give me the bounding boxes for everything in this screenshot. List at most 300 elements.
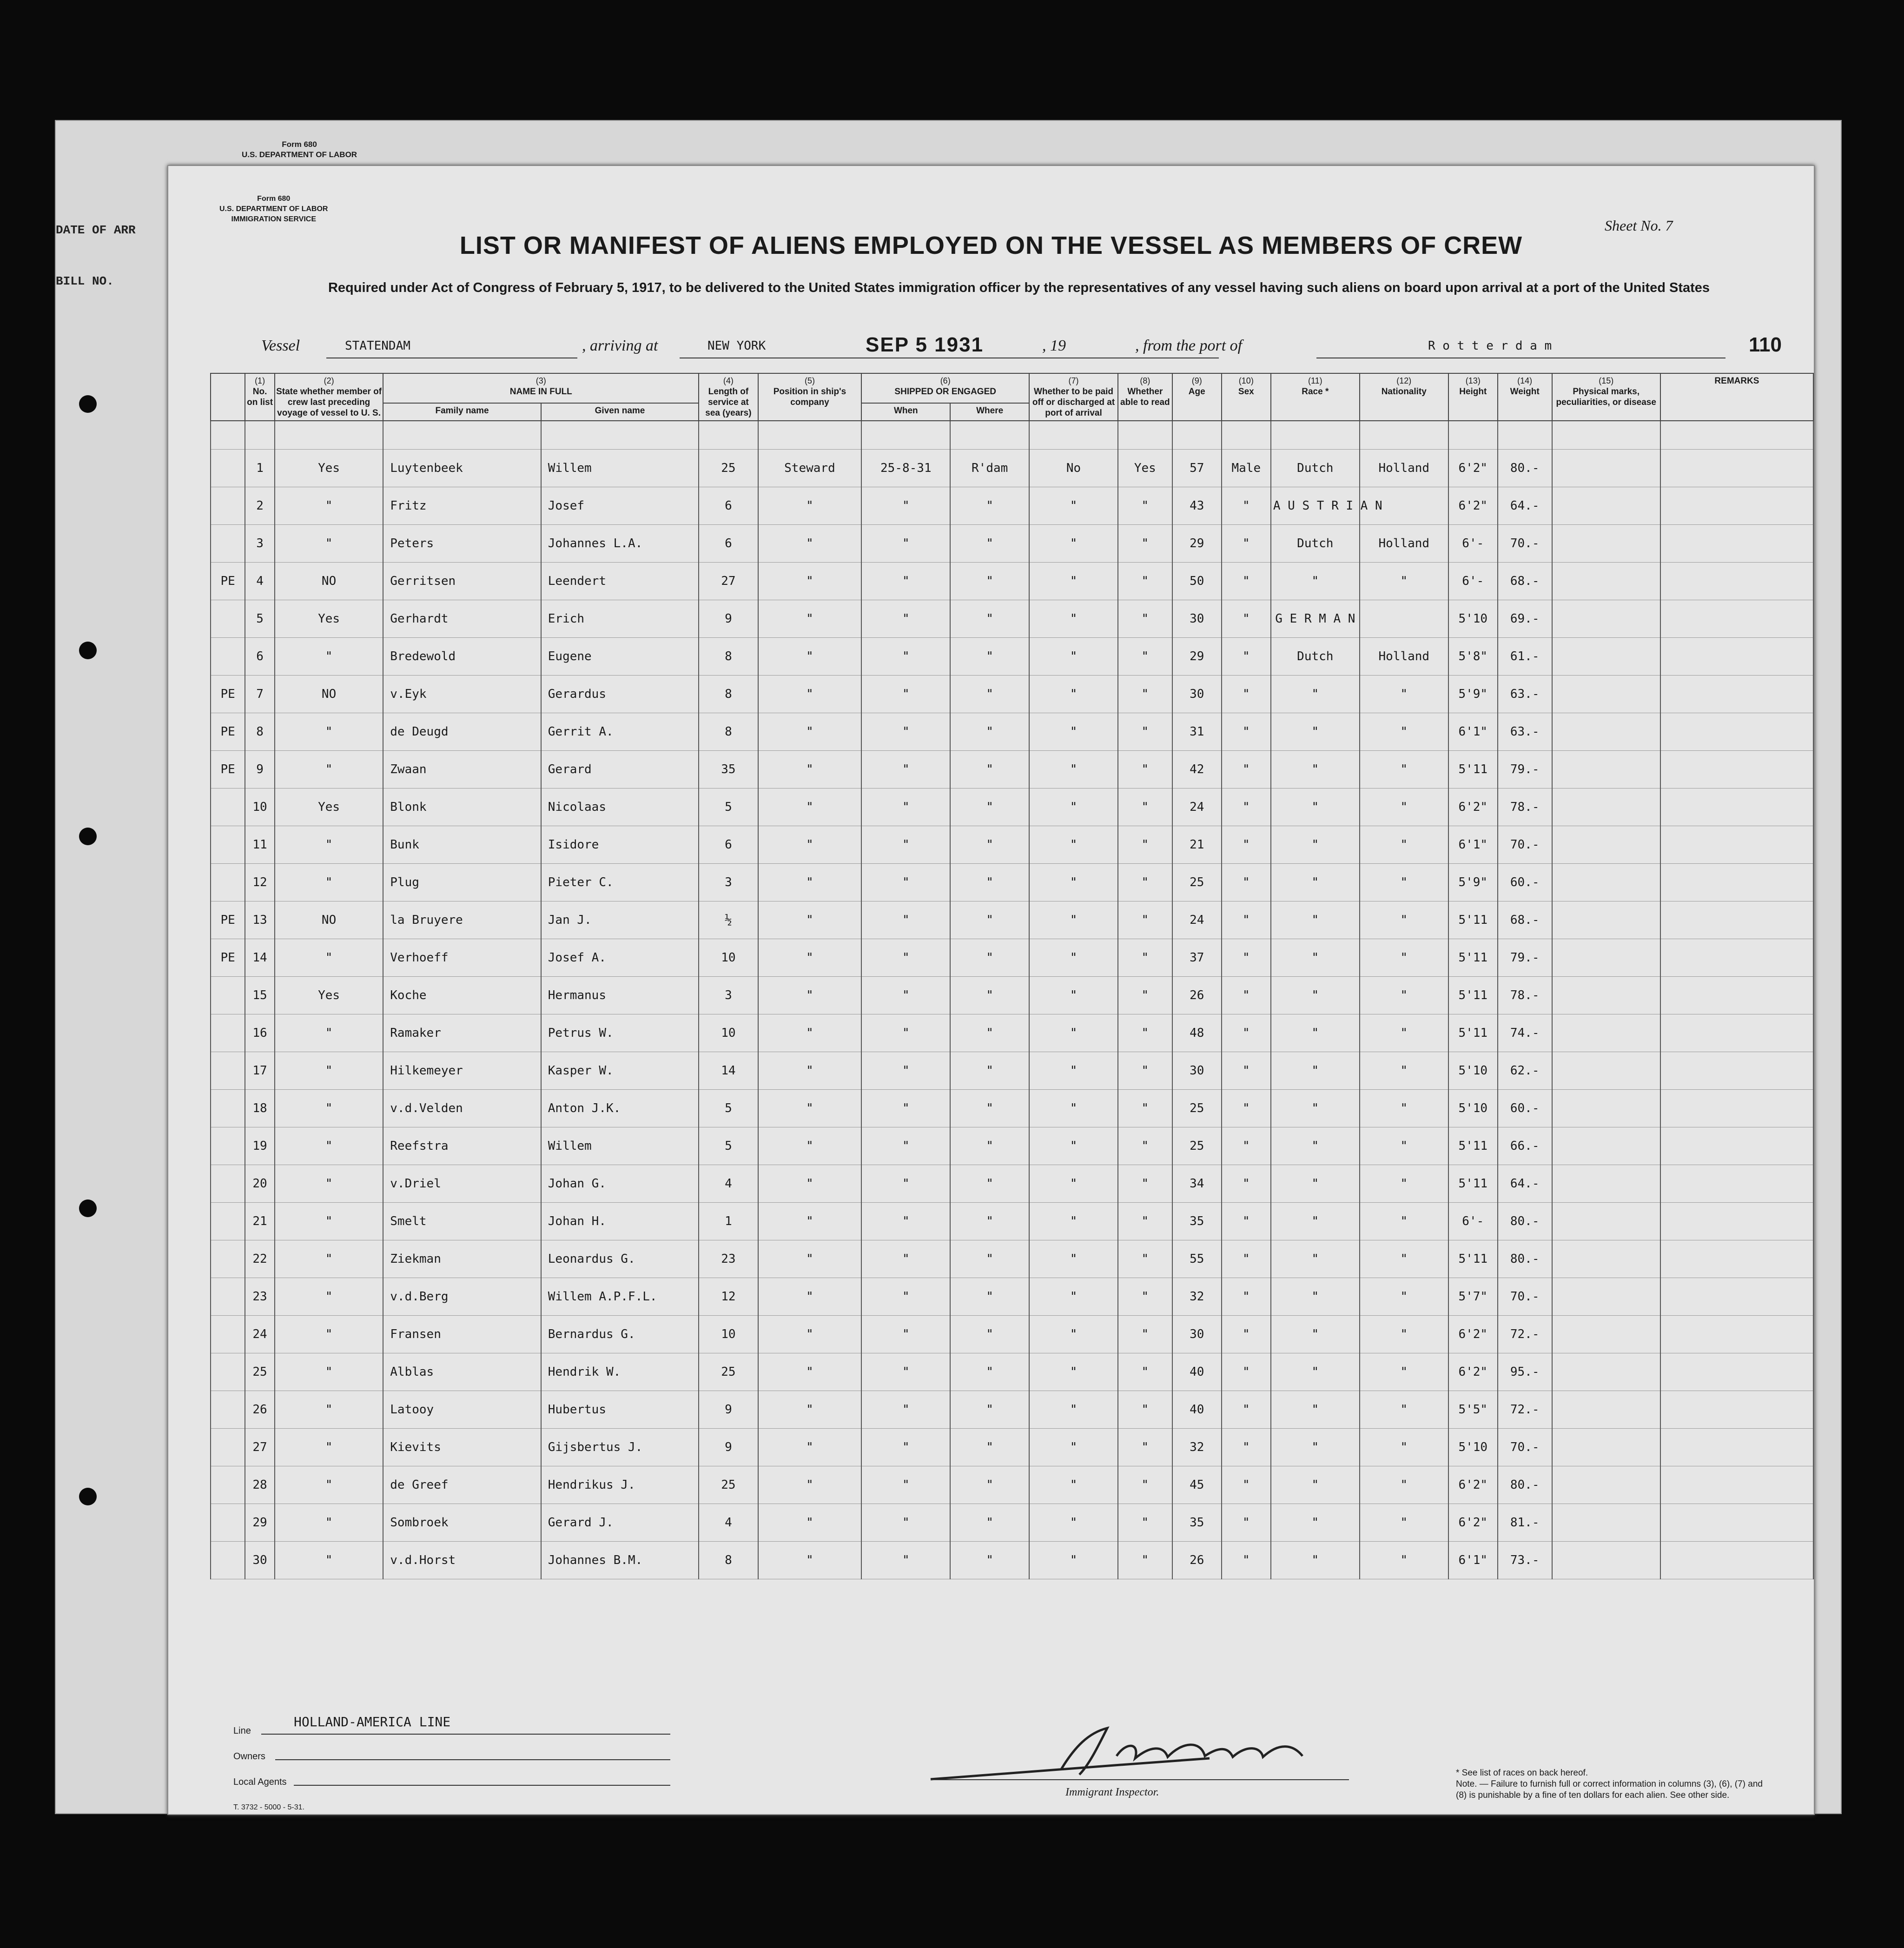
physical-marks-cell — [1552, 563, 1660, 600]
paid-off-cell: " — [1029, 1353, 1118, 1391]
weight-cell: 78.- — [1498, 788, 1552, 826]
row-number-cell: 20 — [245, 1165, 275, 1203]
row-number-cell: 2 — [245, 487, 275, 525]
given-name-cell: Willem A.P.F.L. — [541, 1278, 699, 1316]
shipped-where-cell: " — [950, 1052, 1029, 1090]
age-cell: 37 — [1172, 939, 1222, 977]
shipped-when-cell: " — [861, 1052, 950, 1090]
age-cell: 21 — [1172, 826, 1222, 864]
row-mark-cell: PE — [211, 901, 245, 939]
given-name-cell: Hubertus — [541, 1391, 699, 1429]
physical-marks-cell — [1552, 1090, 1660, 1127]
position-cell: " — [758, 1014, 862, 1052]
shipped-when-cell: " — [861, 1278, 950, 1316]
given-name-cell: Pieter C. — [541, 864, 699, 901]
remarks-cell — [1660, 638, 1813, 676]
sex-cell: " — [1222, 1316, 1271, 1353]
race-cell: " — [1271, 751, 1360, 788]
table-row — [211, 977, 1813, 1014]
given-name-cell: Johannes B.M. — [541, 1542, 699, 1579]
height-cell: 6'2" — [1448, 1466, 1498, 1504]
remarks-cell — [1660, 1090, 1813, 1127]
physical-marks-cell — [1552, 525, 1660, 563]
remarks-cell — [1660, 1542, 1813, 1579]
nationality-cell: Holland — [1360, 525, 1448, 563]
paid-off-cell: " — [1029, 1014, 1118, 1052]
weight-cell: 70.- — [1498, 525, 1552, 563]
age-cell: 32 — [1172, 1429, 1222, 1466]
row-mark-cell — [211, 1353, 245, 1391]
race-cell: " — [1271, 713, 1360, 751]
shipped-where-cell: " — [950, 977, 1029, 1014]
departure-port: R o t t e r d a m — [1428, 339, 1552, 353]
nationality-cell: " — [1360, 563, 1448, 600]
given-name-cell: Johannes L.A. — [541, 525, 699, 563]
previous-voyage-cell: " — [275, 638, 383, 676]
previous-voyage-cell: " — [275, 826, 383, 864]
paid-off-cell: " — [1029, 1127, 1118, 1165]
previous-voyage-cell: " — [275, 1052, 383, 1090]
position-cell: " — [758, 1429, 862, 1466]
position-cell: " — [758, 713, 862, 751]
physical-marks-cell — [1552, 751, 1660, 788]
nationality-cell: " — [1360, 826, 1448, 864]
row-mark-cell — [211, 1090, 245, 1127]
able-to-read-cell: " — [1118, 1165, 1172, 1203]
table-row — [211, 1391, 1813, 1429]
remarks-cell — [1660, 901, 1813, 939]
paid-off-cell: " — [1029, 1391, 1118, 1429]
position-cell: " — [758, 939, 862, 977]
given-name-cell: Leendert — [541, 563, 699, 600]
age-cell: 29 — [1172, 525, 1222, 563]
sex-cell: " — [1222, 788, 1271, 826]
age-cell: 55 — [1172, 1240, 1222, 1278]
row-mark-cell — [211, 1466, 245, 1504]
previous-voyage-cell: " — [275, 1316, 383, 1353]
able-to-read-cell: " — [1118, 1014, 1172, 1052]
row-number-cell: 30 — [245, 1542, 275, 1579]
able-to-read-cell: " — [1118, 1504, 1172, 1542]
position-cell: " — [758, 1052, 862, 1090]
sex-cell: " — [1222, 1504, 1271, 1542]
row-number-cell: 14 — [245, 939, 275, 977]
service-length-cell: 3 — [699, 864, 758, 901]
shipped-where-cell: " — [950, 1353, 1029, 1391]
remarks-cell — [1660, 1353, 1813, 1391]
back-stamp: DATE OF ARR BILL NO. — [56, 223, 136, 288]
race-cell: " — [1271, 1278, 1360, 1316]
race-cell: " — [1271, 1466, 1360, 1504]
shipped-where-cell: " — [950, 1542, 1029, 1579]
height-cell: 6'2" — [1448, 1504, 1498, 1542]
row-mark-cell — [211, 1316, 245, 1353]
shipped-when-cell: " — [861, 1466, 950, 1504]
sex-cell: Male — [1222, 450, 1271, 487]
family-name-cell: Reefstra — [383, 1127, 541, 1165]
shipped-where-cell: " — [950, 563, 1029, 600]
nationality-cell: " — [1360, 1052, 1448, 1090]
height-cell: 5'11 — [1448, 977, 1498, 1014]
position-cell: " — [758, 864, 862, 901]
shipped-when-cell: " — [861, 1203, 950, 1240]
service-length-cell: 6 — [699, 525, 758, 563]
table-row — [211, 450, 1813, 487]
sex-cell: " — [1222, 826, 1271, 864]
race-cell: " — [1271, 864, 1360, 901]
row-number-cell: 26 — [245, 1391, 275, 1429]
service-length-cell: 5 — [699, 788, 758, 826]
shipped-where-cell: " — [950, 901, 1029, 939]
previous-voyage-cell: " — [275, 1203, 383, 1240]
paid-off-cell: " — [1029, 1165, 1118, 1203]
weight-cell: 70.- — [1498, 1429, 1552, 1466]
header-physical-marks: (15) Physical marks, peculiarities, or disease — [1552, 373, 1660, 421]
weight-cell: 95.- — [1498, 1353, 1552, 1391]
previous-voyage-cell: " — [275, 1353, 383, 1391]
previous-voyage-cell: " — [275, 1542, 383, 1579]
header-read: (8) Whether able to read — [1118, 373, 1172, 421]
height-cell: 5'9" — [1448, 676, 1498, 713]
position-cell: " — [758, 1203, 862, 1240]
able-to-read-cell: " — [1118, 1278, 1172, 1316]
family-name-cell: Ziekman — [383, 1240, 541, 1278]
physical-marks-cell — [1552, 1165, 1660, 1203]
row-number-cell: 1 — [245, 450, 275, 487]
shipped-when-cell: " — [861, 638, 950, 676]
sex-cell: " — [1222, 1127, 1271, 1165]
header-where: Where — [950, 403, 1029, 421]
shipped-when-cell: " — [861, 1165, 950, 1203]
service-length-cell: 4 — [699, 1165, 758, 1203]
sex-cell: " — [1222, 525, 1271, 563]
row-mark-cell — [211, 487, 245, 525]
able-to-read-cell: " — [1118, 1052, 1172, 1090]
table-row — [211, 1316, 1813, 1353]
nationality-cell: " — [1360, 1090, 1448, 1127]
given-name-cell: Gijsbertus J. — [541, 1429, 699, 1466]
remarks-cell — [1660, 1165, 1813, 1203]
given-name-cell: Josef — [541, 487, 699, 525]
previous-voyage-cell: " — [275, 1014, 383, 1052]
physical-marks-cell — [1552, 1466, 1660, 1504]
age-cell: 25 — [1172, 864, 1222, 901]
nationality-cell: " — [1360, 939, 1448, 977]
age-cell: 40 — [1172, 1391, 1222, 1429]
paid-off-cell: " — [1029, 751, 1118, 788]
age-cell: 43 — [1172, 487, 1222, 525]
header-remarks: REMARKS — [1660, 373, 1813, 421]
row-mark-cell — [211, 977, 245, 1014]
paid-off-cell: " — [1029, 864, 1118, 901]
shipped-when-cell: " — [861, 751, 950, 788]
shipped-when-cell: " — [861, 1014, 950, 1052]
previous-voyage-cell: NO — [275, 901, 383, 939]
weight-cell: 63.- — [1498, 713, 1552, 751]
punch-hole — [79, 1199, 97, 1217]
owners-label: Owners — [233, 1751, 265, 1762]
remarks-cell — [1660, 1504, 1813, 1542]
inspector-label: Immigrant Inspector. — [1065, 1786, 1159, 1798]
previous-voyage-cell: Yes — [275, 600, 383, 638]
nationality-cell: Holland — [1360, 450, 1448, 487]
footer-note: * See list of races on back hereof. Note. — Failure to furnish full or correct information in columns (3), (6), (7) and (8) is punishable by a fine of ten dollars for each alien. See other side. — [1456, 1768, 1763, 1800]
height-cell: 6'2" — [1448, 487, 1498, 525]
weight-cell: 73.- — [1498, 1542, 1552, 1579]
nationality-cell: " — [1360, 977, 1448, 1014]
age-cell: 29 — [1172, 638, 1222, 676]
position-cell: " — [758, 638, 862, 676]
sex-cell: " — [1222, 1014, 1271, 1052]
table-row — [211, 1165, 1813, 1203]
line-value: HOLLAND-AMERICA LINE — [294, 1714, 451, 1729]
table-row — [211, 751, 1813, 788]
service-length-cell: 6 — [699, 487, 758, 525]
row-mark-cell — [211, 864, 245, 901]
table-row — [211, 713, 1813, 751]
nationality-cell: " — [1360, 1278, 1448, 1316]
document-subtitle: Required under Act of Congress of February 5, 1917, to be delivered to the United States immigration officer by the representatives of any vessel having such aliens on board upon arrival at a port of the United States — [328, 280, 1710, 295]
able-to-read-cell: " — [1118, 977, 1172, 1014]
header-when: When — [861, 403, 950, 421]
race-cell: " — [1271, 1203, 1360, 1240]
shipped-when-cell: " — [861, 788, 950, 826]
age-cell: 31 — [1172, 713, 1222, 751]
weight-cell: 81.- — [1498, 1504, 1552, 1542]
given-name-cell: Hendrikus J. — [541, 1466, 699, 1504]
row-number-cell: 17 — [245, 1052, 275, 1090]
punch-hole — [79, 395, 97, 413]
remarks-cell — [1660, 1316, 1813, 1353]
age-cell: 40 — [1172, 1353, 1222, 1391]
previous-voyage-cell: " — [275, 1504, 383, 1542]
height-cell: 5'10 — [1448, 600, 1498, 638]
physical-marks-cell — [1552, 1391, 1660, 1429]
shipped-where-cell: " — [950, 1466, 1029, 1504]
family-name-cell: Bredewold — [383, 638, 541, 676]
position-cell: " — [758, 1127, 862, 1165]
nationality-cell: " — [1360, 1504, 1448, 1542]
underline — [275, 1759, 670, 1760]
header-mark — [211, 373, 245, 421]
header-shipped: (6) SHIPPED OR ENGAGED — [861, 373, 1029, 403]
paid-off-cell: " — [1029, 1504, 1118, 1542]
sheet-number: Sheet No. 7 — [1605, 217, 1673, 234]
race-cell: G E R M A N — [1271, 600, 1360, 638]
height-cell: 5'11 — [1448, 1165, 1498, 1203]
previous-voyage-cell: " — [275, 1278, 383, 1316]
shipped-where-cell: " — [950, 1278, 1029, 1316]
age-cell: 50 — [1172, 563, 1222, 600]
inspector-signature — [921, 1714, 1349, 1789]
weight-cell: 80.- — [1498, 450, 1552, 487]
row-number-cell: 10 — [245, 788, 275, 826]
position-cell: " — [758, 563, 862, 600]
shipped-when-cell: " — [861, 525, 950, 563]
age-cell: 25 — [1172, 1090, 1222, 1127]
able-to-read-cell: " — [1118, 1240, 1172, 1278]
shipped-when-cell: " — [861, 600, 950, 638]
position-cell: " — [758, 977, 862, 1014]
sex-cell: " — [1222, 638, 1271, 676]
height-cell: 5'7" — [1448, 1278, 1498, 1316]
weight-cell: 63.- — [1498, 676, 1552, 713]
nationality-cell: " — [1360, 1353, 1448, 1391]
header-no: (1) No. on list — [245, 373, 275, 421]
race-cell: " — [1271, 1542, 1360, 1579]
remarks-cell — [1660, 1014, 1813, 1052]
family-name-cell: v.Driel — [383, 1165, 541, 1203]
shipped-when-cell: " — [861, 1240, 950, 1278]
family-name-cell: Fransen — [383, 1316, 541, 1353]
physical-marks-cell — [1552, 1127, 1660, 1165]
previous-voyage-cell: " — [275, 713, 383, 751]
height-cell: 6'2" — [1448, 1353, 1498, 1391]
given-name-cell: Jan J. — [541, 901, 699, 939]
weight-cell: 60.- — [1498, 864, 1552, 901]
height-cell: 6'1" — [1448, 1542, 1498, 1579]
given-name-cell: Gerard — [541, 751, 699, 788]
remarks-cell — [1660, 713, 1813, 751]
weight-cell: 68.- — [1498, 901, 1552, 939]
table-row — [211, 1203, 1813, 1240]
paid-off-cell: " — [1029, 1542, 1118, 1579]
shipped-where-cell: " — [950, 713, 1029, 751]
remarks-cell — [1660, 1391, 1813, 1429]
row-mark-cell — [211, 1240, 245, 1278]
paid-off-cell: " — [1029, 1240, 1118, 1278]
nationality-cell: " — [1360, 1203, 1448, 1240]
table-row — [211, 826, 1813, 864]
row-mark-cell: PE — [211, 751, 245, 788]
height-cell: 6'1" — [1448, 713, 1498, 751]
previous-voyage-cell: " — [275, 525, 383, 563]
family-name-cell: Peters — [383, 525, 541, 563]
weight-cell: 70.- — [1498, 826, 1552, 864]
weight-cell: 79.- — [1498, 939, 1552, 977]
age-cell: 30 — [1172, 600, 1222, 638]
race-cell: Dutch — [1271, 450, 1360, 487]
header-age: (9) Age — [1172, 373, 1222, 421]
year-label: , 19 — [1042, 337, 1066, 354]
remarks-cell — [1660, 751, 1813, 788]
row-mark-cell — [211, 1052, 245, 1090]
weight-cell: 68.- — [1498, 563, 1552, 600]
paid-off-cell: " — [1029, 487, 1118, 525]
shipped-where-cell: " — [950, 939, 1029, 977]
family-name-cell: Plug — [383, 864, 541, 901]
remarks-cell — [1660, 977, 1813, 1014]
nationality-cell: " — [1360, 713, 1448, 751]
sex-cell: " — [1222, 676, 1271, 713]
height-cell: 5'8" — [1448, 638, 1498, 676]
age-cell: 30 — [1172, 1316, 1222, 1353]
weight-cell: 61.- — [1498, 638, 1552, 676]
physical-marks-cell — [1552, 901, 1660, 939]
physical-marks-cell — [1552, 1504, 1660, 1542]
row-number-cell: 8 — [245, 713, 275, 751]
service-length-cell: 6 — [699, 826, 758, 864]
race-cell: " — [1271, 1504, 1360, 1542]
family-name-cell: la Bruyere — [383, 901, 541, 939]
row-mark-cell — [211, 788, 245, 826]
service-length-cell: 3 — [699, 977, 758, 1014]
physical-marks-cell — [1552, 600, 1660, 638]
physical-marks-cell — [1552, 977, 1660, 1014]
table-row — [211, 1466, 1813, 1504]
nationality-cell: " — [1360, 751, 1448, 788]
header-height: (13) Height — [1448, 373, 1498, 421]
physical-marks-cell — [1552, 638, 1660, 676]
shipped-where-cell: " — [950, 676, 1029, 713]
shipped-where-cell: " — [950, 1127, 1029, 1165]
underline — [261, 1734, 670, 1735]
row-number-cell: 15 — [245, 977, 275, 1014]
family-name-cell: Latooy — [383, 1391, 541, 1429]
able-to-read-cell: " — [1118, 600, 1172, 638]
height-cell: 6'2" — [1448, 788, 1498, 826]
punch-hole — [79, 642, 97, 659]
race-cell: Dutch — [1271, 638, 1360, 676]
nationality-cell: " — [1360, 901, 1448, 939]
paid-off-cell: " — [1029, 901, 1118, 939]
race-cell: " — [1271, 1240, 1360, 1278]
given-name-cell: Hendrik W. — [541, 1353, 699, 1391]
form-code: T. 3732 - 5000 - 5-31. — [233, 1803, 304, 1811]
crew-table — [210, 373, 1814, 1579]
race-cell: " — [1271, 1165, 1360, 1203]
paid-off-cell: " — [1029, 638, 1118, 676]
height-cell: 5'9" — [1448, 864, 1498, 901]
service-length-cell: 4 — [699, 1504, 758, 1542]
given-name-cell: Josef A. — [541, 939, 699, 977]
weight-cell: 78.- — [1498, 977, 1552, 1014]
shipped-when-cell: " — [861, 563, 950, 600]
nationality-cell: " — [1360, 1466, 1448, 1504]
paid-off-cell: " — [1029, 600, 1118, 638]
nationality-cell: " — [1360, 1391, 1448, 1429]
row-number-cell: 5 — [245, 600, 275, 638]
remarks-cell — [1660, 939, 1813, 977]
previous-voyage-cell: Yes — [275, 450, 383, 487]
row-number-cell: 23 — [245, 1278, 275, 1316]
back-form-label: Form 680 U.S. DEPARTMENT OF LABOR — [242, 140, 357, 159]
remarks-cell — [1660, 600, 1813, 638]
given-name-cell: Gerard J. — [541, 1504, 699, 1542]
family-name-cell: Gerhardt — [383, 600, 541, 638]
remarks-cell — [1660, 788, 1813, 826]
age-cell: 35 — [1172, 1504, 1222, 1542]
previous-voyage-cell: " — [275, 1165, 383, 1203]
sex-cell: " — [1222, 563, 1271, 600]
local-agents-label: Local Agents — [233, 1777, 287, 1787]
able-to-read-cell: " — [1118, 487, 1172, 525]
race-cell: " — [1271, 788, 1360, 826]
age-cell: 25 — [1172, 1127, 1222, 1165]
underline — [294, 1785, 670, 1786]
table-row — [211, 1014, 1813, 1052]
able-to-read-cell: " — [1118, 1429, 1172, 1466]
family-name-cell: v.d.Berg — [383, 1278, 541, 1316]
age-cell: 24 — [1172, 901, 1222, 939]
row-number-cell: 3 — [245, 525, 275, 563]
row-number-cell: 7 — [245, 676, 275, 713]
height-cell: 6'- — [1448, 525, 1498, 563]
position-cell: " — [758, 1090, 862, 1127]
sex-cell: " — [1222, 901, 1271, 939]
header-name: (3) NAME IN FULL — [383, 373, 699, 403]
able-to-read-cell: " — [1118, 788, 1172, 826]
